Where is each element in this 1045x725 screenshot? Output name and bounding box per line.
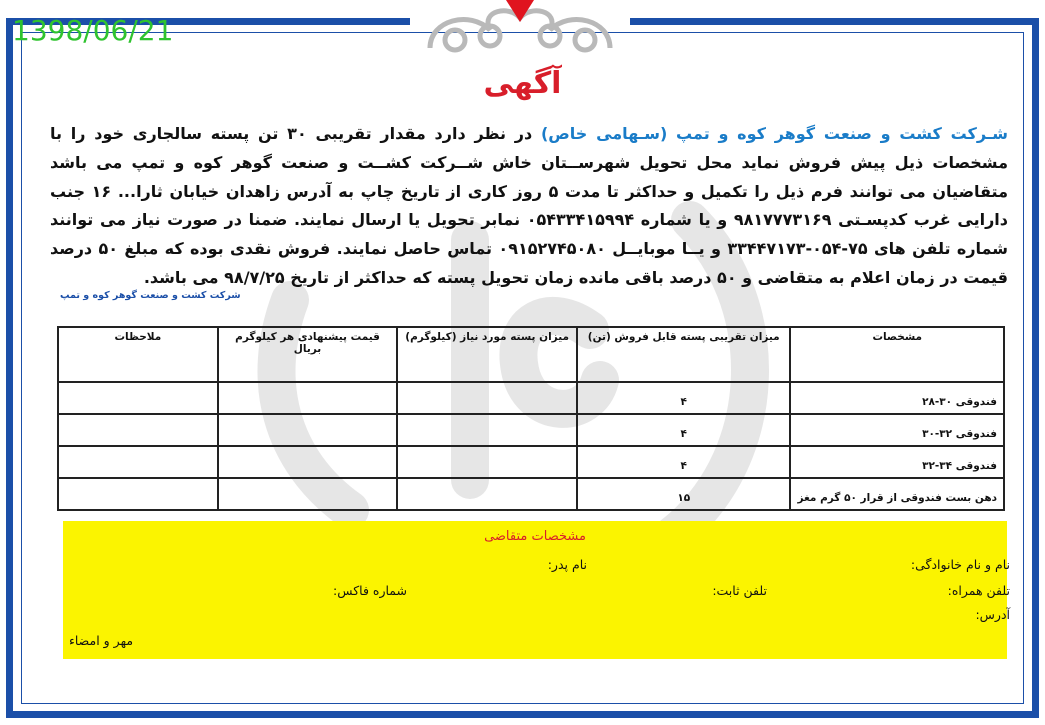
- table-row: [58, 414, 1004, 446]
- company-name: شـرکت کشت و صنعت گوهر کوه و تمپ (سـهامی خاص): [540, 124, 1009, 143]
- row-price-cell[interactable]: [218, 446, 398, 478]
- header-specs: مشخصات: [790, 327, 1004, 382]
- row-price-cell[interactable]: [218, 382, 398, 414]
- header-remarks: ملاحظات: [58, 327, 218, 382]
- row-price-cell[interactable]: [218, 414, 398, 446]
- address-field[interactable]: آدرس:: [975, 607, 1010, 622]
- header-required-qty: میزان پسته مورد نیاز (کیلوگرم): [397, 327, 577, 382]
- row-required-cell[interactable]: [397, 382, 577, 414]
- seal-signature: مهر و امضاء: [69, 633, 134, 648]
- row-required-cell[interactable]: [397, 446, 577, 478]
- announcement-text: [50, 120, 1008, 293]
- row-remarks-cell[interactable]: [58, 478, 218, 510]
- company-signature: شرکت کشت و صنعت گوهر کوه و تمپ: [60, 290, 241, 301]
- row-qty: ۱۵: [577, 478, 790, 510]
- header-proposed-price: قیمت پیشنهادی هر کیلوگرم بریال: [218, 327, 398, 382]
- row-spec: دهن بست فندوقی از قرار ۵۰ گرم مغز: [790, 478, 1004, 510]
- fax-field[interactable]: شماره فاکس:: [333, 583, 407, 598]
- page-title: آگهی: [483, 66, 562, 101]
- applicant-heading: مشخصات متقاضی: [484, 529, 586, 544]
- ornament-icon: [410, 0, 630, 70]
- row-required-cell[interactable]: [397, 478, 577, 510]
- mobile-field[interactable]: تلفن همراه:: [947, 583, 1010, 598]
- full-name-field[interactable]: نام و نام خانوادگی:: [910, 557, 1010, 572]
- announcement-body: در نظر دارد مقدار تقریبی ۳۰ تن پسته سالجاری خود را با مشخصات ذیل پیش فروش نماید محل تحویل شهرســتان خاش شــرکت کشــت و صنعت گوهر کوه و تمپ می باشد متقاضیان می توانند فرم ذیل را تکمیل و حداکثر تا مدت ۵ روز کاری از تاریخ چاپ به آدرس زاهدان خیابان ثارا... ۱۶ جنب دارایی غرب کدپسـتی ۹۸۱۷۷۷۳۱۶۹ و یا شماره ۰۵۴۳۳۴۱۵۹۹۴ نمابر تحویل یا ارسال نمایند. ضمنا در صورت نیاز می توانند شماره تلفن های ۷۵-۰۵۴-۳۳۴۴۷۱۷۳ و یــا موبایــل ۰۹۱۵۲۷۴۵۰۸۰ تماس حاصل نمایند. فروش نقدی بوده که مبلغ ۵۰ درصد قیمت در زمان اعلام به متقاضی و ۵۰ درصد باقی مانده زمان تحویل پسته که حداکثر از تاریخ ۹۸/۷/۲۵ می باشد.: [50, 124, 1009, 287]
- row-remarks-cell[interactable]: [58, 382, 218, 414]
- row-remarks-cell[interactable]: [58, 446, 218, 478]
- row-spec: فندوقی ۳۴-۳۲: [790, 446, 1004, 478]
- row-price-cell[interactable]: [218, 478, 398, 510]
- row-required-cell[interactable]: [397, 414, 577, 446]
- table-header-row: [58, 327, 1004, 382]
- row-qty: ۴: [577, 446, 790, 478]
- header-approx-qty: میزان تقریبی پسته قابل فروش (تن): [577, 327, 790, 382]
- table-row: [58, 382, 1004, 414]
- applicant-form: [63, 521, 1010, 659]
- row-qty: ۴: [577, 382, 790, 414]
- table-row: [58, 478, 1004, 510]
- landline-field[interactable]: تلفن ثابت:: [712, 583, 767, 598]
- table-row: [58, 446, 1004, 478]
- father-name-field[interactable]: نام پدر:: [547, 557, 587, 572]
- specs-table: [57, 326, 1005, 511]
- row-qty: ۴: [577, 414, 790, 446]
- row-remarks-cell[interactable]: [58, 414, 218, 446]
- row-spec: فندوقی ۳۰-۲۸: [790, 382, 1004, 414]
- row-spec: فندوقی ۳۲-۳۰: [790, 414, 1004, 446]
- date-stamp: 1398/06/21: [12, 14, 174, 47]
